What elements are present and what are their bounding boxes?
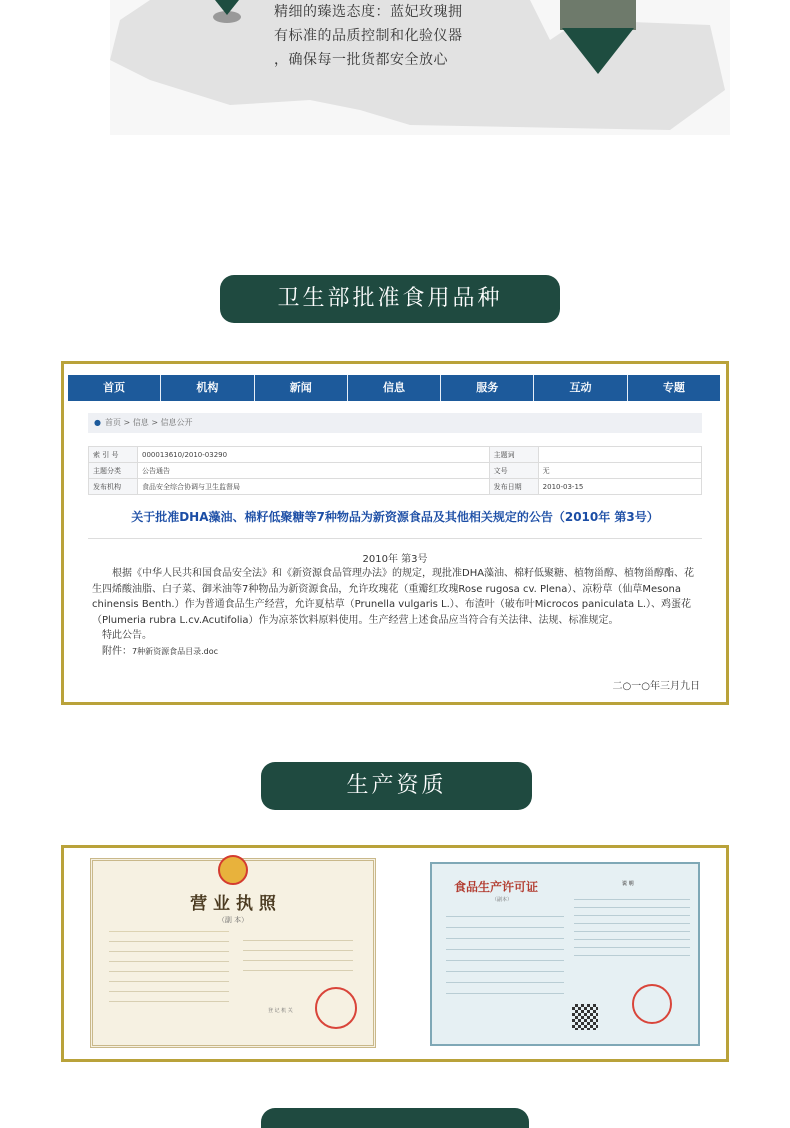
notice-signature: 二○一○年三月九日 — [612, 681, 700, 692]
meta-key: 文号 — [489, 463, 538, 479]
license-note-title: 说 明 — [622, 881, 634, 887]
map-pin-icon — [562, 28, 634, 74]
quality-line: 有标准的品质控制和化验仪器 — [274, 28, 463, 44]
license-text-block — [574, 892, 690, 962]
nav-item-home[interactable]: 首页 — [68, 375, 161, 401]
notice-paragraph: 根据《中华人民共和国食品安全法》和《新资源食品管理办法》的规定，现批准DHA藻油、棉籽低聚糖、植物甾醇、植物甾醇酯、花生四烯酸油脂、白子菜、御米油等7种物品为新资源食品，允许玫瑰花（重瓣红玫瑰Rose rugosa cv. Plena）、凉粉草（仙草Mesona chinensis Benth.）作为普通食品生产经营，允许夏枯草（Prunella vulgaris L.）、布渣叶（破布叶Microcos paniculata L.）、鸡蛋花（Plumeria rubra L.cv.Acutifolia）作为凉茶饮料原料使用。生产经营上述食品应当符合有关法律、法规、标准规定。 — [92, 568, 695, 626]
official-seal — [632, 984, 672, 1024]
table-row — [89, 479, 702, 495]
license-text-block — [243, 931, 353, 971]
official-seal — [315, 987, 357, 1029]
business-license-image — [90, 858, 376, 1048]
attachment-label: 附件： — [102, 645, 132, 657]
location-icon: ● — [94, 418, 101, 427]
table-row — [89, 447, 702, 463]
notice-closing: 特此公告。 — [102, 630, 152, 641]
meta-key: 发布日期 — [489, 479, 538, 495]
quality-line: 精细的臻选态度：蓝妃玫瑰拥 — [274, 4, 463, 20]
quality-line: ，确保每一批货都安全放心 — [274, 52, 448, 68]
nav-item-news[interactable]: 新闻 — [255, 375, 348, 401]
lab-photo — [560, 0, 636, 30]
registration-authority: 登 记 机 关 — [268, 1008, 293, 1014]
meta-value: 无 — [538, 463, 701, 479]
notice-meta-table — [88, 446, 702, 495]
license-text-block — [446, 906, 564, 996]
quality-description — [274, 0, 504, 72]
attachment-link[interactable]: 7种新资源食品目录.doc — [132, 646, 219, 656]
meta-value: 食品安全综合协调与卫生监督局 — [138, 479, 490, 495]
meta-value: 2010-03-15 — [538, 479, 701, 495]
meta-value: 公告通告 — [138, 463, 490, 479]
food-license-image — [430, 862, 700, 1046]
license-text-block — [109, 931, 229, 1002]
notice-body — [92, 566, 698, 659]
notice-number: 2010年 第3号 — [362, 554, 428, 565]
table-row — [89, 463, 702, 479]
nav-item-service[interactable]: 服务 — [441, 375, 534, 401]
qr-code-icon — [572, 1004, 598, 1030]
food-license-subtitle: （副本） — [492, 897, 513, 903]
meta-key: 发布机构 — [89, 479, 138, 495]
meta-key: 主题词 — [489, 447, 538, 463]
business-license-title: 营 业 执 照 — [190, 894, 276, 914]
section-title-approval: 卫生部批准食用品种 — [220, 275, 560, 323]
section-title-qualification: 生产资质 — [261, 762, 532, 810]
nav-item-topic[interactable]: 专题 — [662, 381, 685, 394]
divider — [88, 538, 702, 539]
breadcrumb — [88, 413, 702, 433]
breadcrumb-text: 首页 > 信息 > 信息公开 — [104, 418, 193, 427]
notice-title: 关于批准DHA藻油、棉籽低聚糖等7种物品为新资源食品及其他相关规定的公告（2010年 第3号） — [131, 510, 659, 524]
meta-key: 主题分类 — [89, 463, 138, 479]
food-license-title: 食品生产许可证 — [454, 880, 539, 894]
business-license-subtitle: （副 本） — [217, 916, 249, 924]
nav-item-org[interactable]: 机构 — [161, 375, 254, 401]
notice-nav-bar — [68, 375, 720, 401]
section-title-next — [261, 1108, 529, 1128]
attachment-row — [92, 644, 698, 660]
map-pin-icon — [208, 0, 246, 24]
meta-value: 000013610/2010-03290 — [138, 447, 490, 463]
meta-value — [538, 447, 701, 463]
nav-item-interact[interactable]: 互动 — [534, 375, 627, 401]
meta-key: 索 引 号 — [89, 447, 138, 463]
nav-item-info[interactable]: 信息 — [348, 375, 441, 401]
national-emblem — [218, 855, 248, 885]
